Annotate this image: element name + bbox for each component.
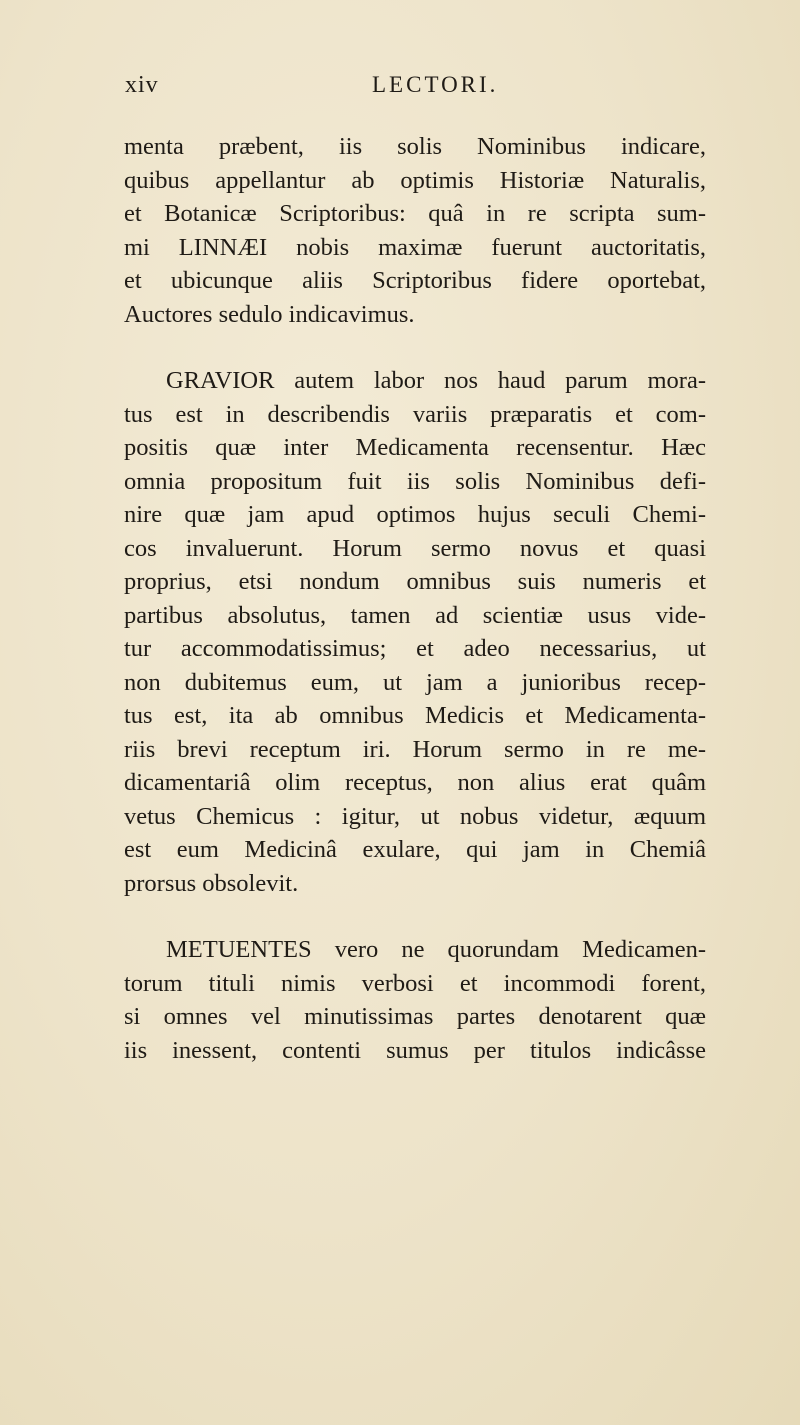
text-line: et Botanicæ Scriptoribus: quâ in re scripta sum- <box>124 200 706 227</box>
paragraph-1 <box>124 130 706 331</box>
text-line: vetus Chemicus : igitur, ut nobus videtur, æquum <box>124 802 706 830</box>
text-line: GRAVIOR autem labor nos haud parum mora- <box>166 367 706 394</box>
text-line: proprius, etsi nondum omnibus suis numeris et <box>124 568 706 595</box>
text-line: cos invaluerunt. Horum sermo novus et quasi <box>124 534 706 562</box>
text-line: quibus appellantur ab optimis Historiæ Naturalis, <box>124 166 706 194</box>
text-line: prorsus obsolevit. <box>124 869 299 897</box>
text-line: non dubitemus eum, ut jam a junioribus recep- <box>124 668 706 696</box>
running-head: LECTORI. <box>372 72 499 97</box>
text-line: tus est in describendis variis præparatis et com- <box>124 400 706 428</box>
text-line: dicamentariâ olim receptus, non alius erat quâm <box>124 769 706 796</box>
text-line: si omnes vel minutissimas partes denotarent quæ <box>124 1003 706 1030</box>
text-line: et ubicunque aliis Scriptoribus fidere oportebat, <box>124 267 706 294</box>
text-line: torum tituli nimis verbosi et incommodi forent, <box>124 969 706 997</box>
text-line: riis brevi receptum iri. Horum sermo in re me- <box>124 735 706 763</box>
text-line: menta præbent, iis solis Nominibus indicare, <box>124 133 706 160</box>
text-line: positis quæ inter Medicamenta recensentur. Hæc <box>124 434 706 461</box>
text-line: tur accommodatissimus; et adeo necessarius, ut <box>124 635 706 662</box>
body-text <box>124 130 706 1067</box>
page-number: xiv <box>125 72 159 98</box>
text-line: iis inessent, contenti sumus per titulos indicâsse <box>124 1036 706 1064</box>
paragraph-2 <box>124 364 706 900</box>
page-header <box>125 72 690 112</box>
text-line: nire quæ jam apud optimos hujus seculi Chemi- <box>124 501 706 528</box>
text-line: mi LINNÆI nobis maximæ fuerunt auctoritatis, <box>124 233 706 261</box>
text-line: Auctores sedulo indicavimus. <box>124 300 415 328</box>
text-line: omnia propositum fuit iis solis Nominibus defi- <box>124 467 706 495</box>
text-line: METUENTES vero ne quorundam Medicamen- <box>166 936 706 963</box>
text-line: est eum Medicinâ exulare, qui jam in Chemiâ <box>124 836 706 863</box>
text-line: partibus absolutus, tamen ad scientiæ usus vide- <box>124 601 706 629</box>
text-line: tus est, ita ab omnibus Medicis et Medicamenta- <box>124 702 706 729</box>
paragraph-3 <box>124 933 706 1067</box>
